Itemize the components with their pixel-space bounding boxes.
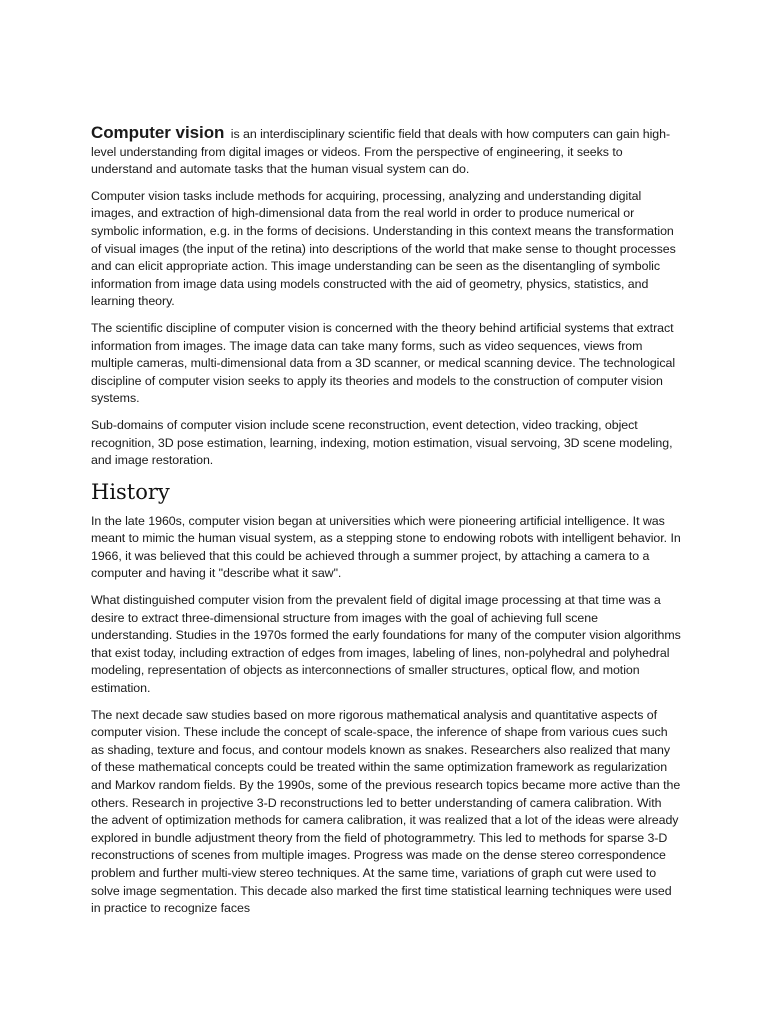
history-paragraph: The next decade saw studies based on more rigorous mathematical analysis and quantitative aspects of computer vision. These include the concept of scale-space, the inference of shape from various cues such as shading, texture and focus, and contour models known as snakes. Researchers also realized that many of these mathematical concepts could be treated within the same optimization framework as regularization and Markov random fields. By the 1990s, some of the previous research topics became more active than the others. Research in projective 3-D reconstructions led to better understanding of camera calibration. With the advent of optimization methods for camera calibration, it was realized that a lot of the ideas were already explored in bundle adjustment theory from the field of photogrammetry. This led to methods for sparse 3-D reconstructions of scenes from multiple images. Progress was made on the dense stereo correspondence problem and further multi-view stereo techniques. At the same time, variations of graph cut were used to solve image segmentation. This decade also marked the first time statistical learning techniques were used in practice to recognize faces [91,707,681,916]
section-heading-history: History [91,479,170,504]
history-paragraph: What distinguished computer vision from the prevalent field of digital image processing at that time was a desire to extract three-dimensional structure from images with the goal of achieving full scene understanding. Studies in the 1970s formed the early foundations for many of the computer vision algorithms that exist today, including extraction of edges from images, labeling of lines, non-polyhedral and polyhedral modeling, representation of objects as interconnections of smaller structures, optical flow, and motion estimation. [91,593,681,696]
document-page [91,124,681,927]
lead-term: Computer vision [91,123,225,142]
intro-text: is an interdisciplinary scientific field that deals with how computers can gain high-level understanding from digital images or videos. From the perspective of engineering, it seeks to understand and automate tasks that the human visual system can do. [91,127,671,177]
body-paragraph: The scientific discipline of computer vision is concerned with the theory behind artificial systems that extract information from images. The image data can take many forms, such as video sequences, views from multiple cameras, multi-dimensional data from a 3D scanner, or medical scanning device. The technological discipline of computer vision seeks to apply its theories and models to the construction of computer vision systems. [91,320,676,406]
body-paragraph: Computer vision tasks include methods for acquiring, processing, analyzing and understanding digital images, and extraction of high-dimensional data from the real world in order to produce numerical or symbolic information, e.g. in the forms of decisions. Understanding in this context means the transformation of visual images (the input of the retina) into descriptions of the world that make sense to thought processes and can elicit appropriate action. This image understanding can be seen as the disentangling of symbolic information from image data using models constructed with the aid of geometry, physics, statistics, and learning theory. [91,188,676,309]
intro-paragraph [91,124,681,179]
body-paragraph: Sub-domains of computer vision include scene reconstruction, event detection, video tracking, object recognition, 3D pose estimation, learning, indexing, motion estimation, visual servoing, 3D scene modeling, and image restoration. [91,417,673,468]
history-paragraph: In the late 1960s, computer vision began at universities which were pioneering artificial intelligence. It was meant to mimic the human visual system, as a stepping stone to endowing robots with intelligent behavior. In 1966, it was believed that this could be achieved through a summer project, by attaching a camera to a computer and having it "describe what it saw". [91,513,681,581]
